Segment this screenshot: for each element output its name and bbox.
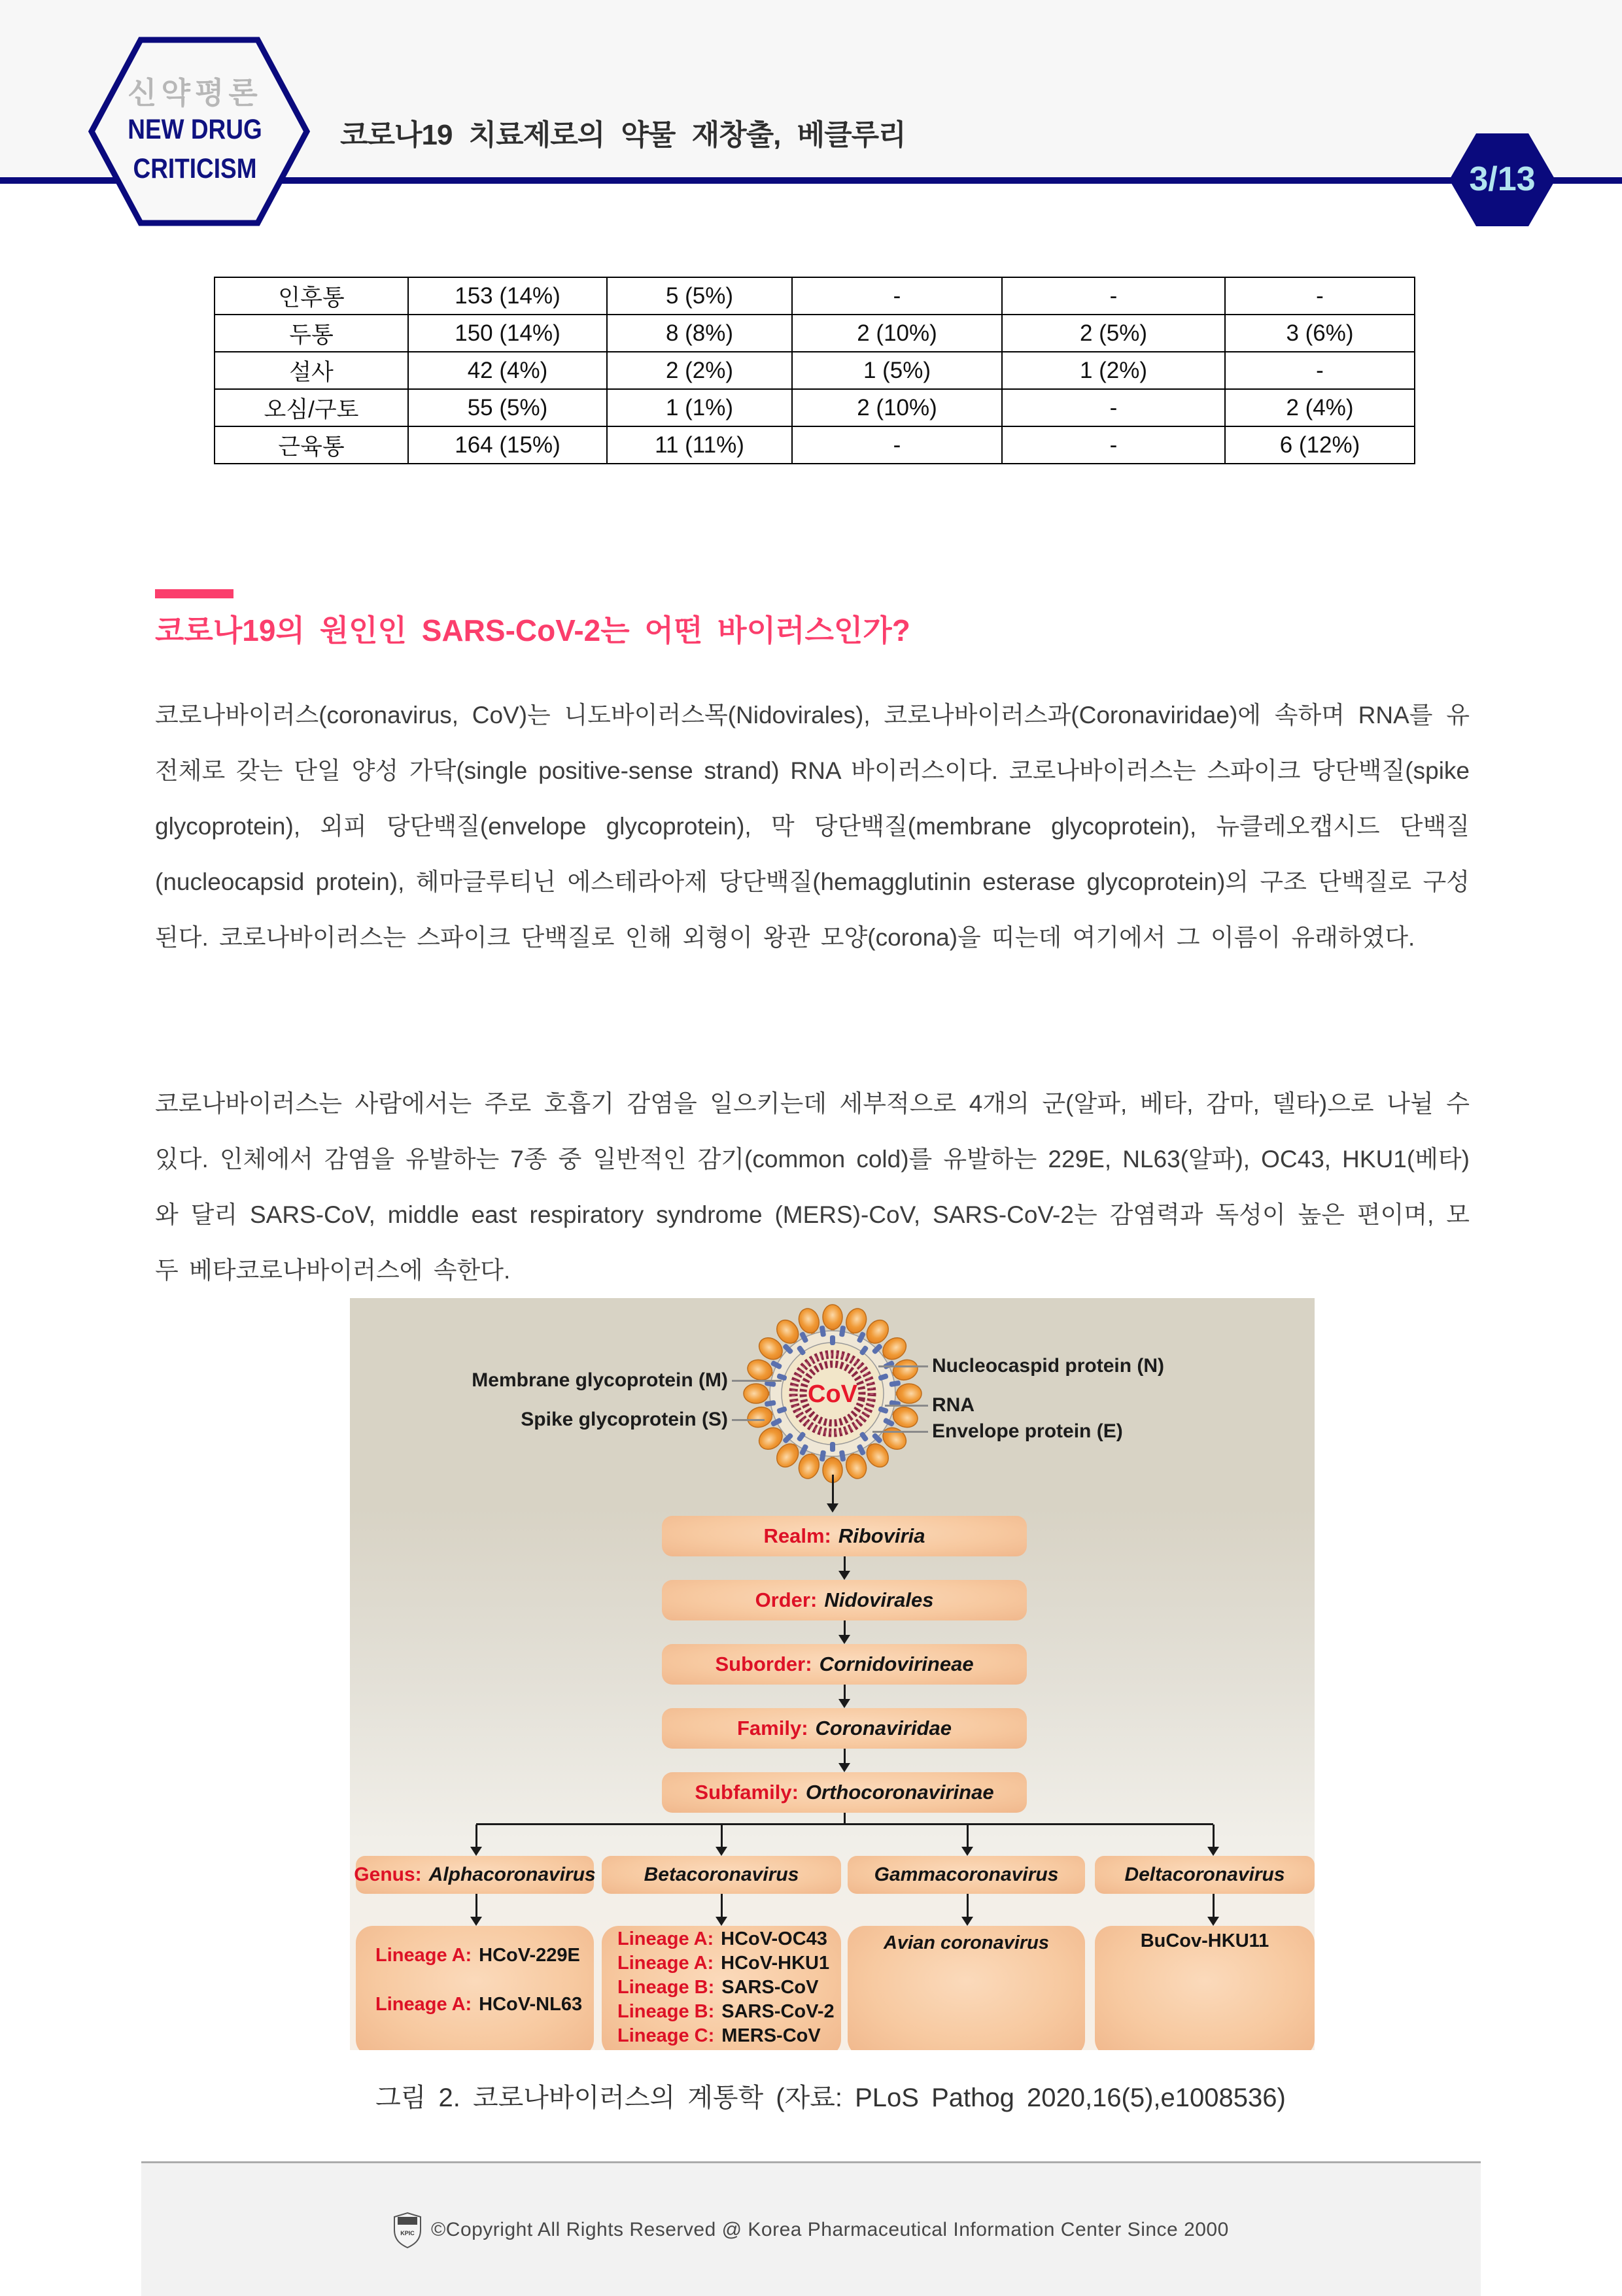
taxonomy-box-realm (662, 1516, 1027, 1556)
arrow-down-icon (961, 1894, 973, 1926)
lineage-box-delta (1095, 1926, 1315, 2050)
lineage-box-alpha (356, 1926, 594, 2050)
genus-value: Gammacoronavirus (874, 1864, 1059, 1885)
envelope-protein-label: Envelope protein (E) (932, 1420, 1123, 1442)
table-cell: 2 (2%) (608, 352, 793, 390)
taxonomy-rank-value: Riboviria (838, 1524, 925, 1547)
copyright-text: ©Copyright All Rights Reserved @ Korea Pharmaceutical Information Center Since 2000 (431, 2218, 1229, 2240)
genus-value: Deltacoronavirus (1124, 1864, 1285, 1885)
spike-connector-line (732, 1419, 765, 1421)
table-row-label: 근육통 (215, 427, 409, 463)
taxonomy-box-suborder (662, 1644, 1027, 1685)
document-title: 코로나19 치료제로의 약물 재창출, 베클루리 (340, 119, 906, 151)
rna-connector-line (885, 1405, 928, 1407)
taxonomy-rank-label: Order: (755, 1588, 818, 1611)
table-cell: 42 (4%) (409, 352, 608, 390)
table-cell: 153 (14%) (409, 278, 608, 315)
coronavirus-illustration (742, 1303, 923, 1484)
logo-english-line2: CRITICISM (133, 153, 257, 184)
table-cell: 164 (15%) (409, 427, 608, 463)
footer-band (141, 2161, 1481, 2296)
membrane-glycoprotein-label: Membrane glycoprotein (M) (472, 1369, 728, 1391)
nucleocapsid-connector-line (878, 1365, 928, 1367)
lineage-line: Lineage A: HCoV-NL63 (375, 1994, 583, 2015)
table-cell: - (1003, 278, 1226, 315)
virus-center-label: CoV (808, 1380, 857, 1408)
table-cell: - (793, 427, 1003, 463)
genus-box-alphacoronavirus (356, 1856, 594, 1894)
lineage-line: Lineage A: HCoV-229E (375, 1945, 580, 1966)
page-number: 3/13 (1469, 160, 1536, 198)
table-cell: 55 (5%) (409, 390, 608, 427)
body-paragraph-1: 코로나바이러스(coronavirus, CoV)는 니도바이러스목(Nidovirales), 코로나바이러스과(Coronaviridae)에 속하며 RNA를 유전체로 갖는 단일 양성 가닥(single positive-sense strand) RNA 바이러스이다. 코로나바이러스는 스파이크 당단백질(spike glycoprotein), 외피 당단백질(envelope glycoprotein), 막 당단백질(membrane glycoprotein), 뉴클레오캡시드 단백질(nucleocapsid protein), 헤마글루티닌 에스테라아제 당단백질(hemagglutinin esterase glycoprotein)의 구조 단백질로 구성된다. 코로나바이러스는 스파이크 단백질로 인해 외형이 왕관 모양(corona)을 띠는데 여기에서 그 이름이 유래하였다. (155, 702, 1470, 951)
adverse-event-table (214, 277, 1415, 464)
table-row-label: 인후통 (215, 278, 409, 315)
arrow-down-icon (838, 1620, 850, 1644)
arrow-down-icon (716, 1894, 727, 1926)
table-cell: 3 (6%) (1226, 315, 1414, 352)
table-cell: - (1226, 352, 1414, 390)
lineage-line: Lineage A: HCoV-HKU1 (617, 1953, 830, 1974)
table-cell: 1 (1%) (608, 390, 793, 427)
section-heading: 코로나19의 원인인 SARS-CoV-2는 어떤 바이러스인가? (155, 613, 910, 647)
lineage-line: BuCov-HKU11 (1140, 1930, 1269, 1951)
lineage-line: Lineage B: SARS-CoV-2 (617, 2001, 835, 2022)
taxonomy-box-family (662, 1708, 1027, 1749)
genus-box-betacoronavirus (602, 1856, 841, 1894)
section-accent-bar (155, 589, 233, 598)
lineage-box-beta (602, 1926, 841, 2050)
logo-korean-name: 신약평론 (128, 76, 262, 110)
rna-label: RNA (932, 1394, 975, 1416)
genus-label: Genus: (354, 1864, 422, 1885)
table-row-label: 두통 (215, 315, 409, 352)
arrow-down-icon (470, 1894, 482, 1926)
table-cell: - (793, 278, 1003, 315)
lineage-line: Lineage B: SARS-CoV (617, 1977, 819, 1998)
table-row-label: 오심/구토 (215, 390, 409, 427)
arrow-down-icon (838, 1685, 850, 1708)
taxonomy-box-order (662, 1580, 1027, 1620)
arrow-down-icon (470, 1825, 482, 1856)
lineage-box-gamma (848, 1926, 1085, 2050)
figure-caption: 그림 2. 코로나바이러스의 계통학 (자료: PLoS Pathog 2020,16(5),e1008536) (375, 2083, 1286, 2112)
table-row-label: 설사 (215, 352, 409, 390)
table-cell: - (1003, 427, 1226, 463)
taxonomy-rank-label: Suborder: (715, 1653, 812, 1675)
genus-value: Betacoronavirus (644, 1864, 799, 1885)
taxonomy-rank-value: Nidovirales (824, 1588, 934, 1611)
table-cell: - (1226, 278, 1414, 315)
table-cell: 2 (10%) (793, 390, 1003, 427)
logo-english-line1: NEW DRUG (128, 114, 262, 145)
table-cell: 6 (12%) (1279, 432, 1360, 458)
branch-horizontal-line (476, 1823, 1213, 1825)
genus-value: Alphacoronavirus (428, 1864, 596, 1885)
arrow-down-icon (838, 1556, 850, 1580)
kpic-logo-icon (393, 2212, 422, 2248)
arrow-down-icon (827, 1475, 838, 1513)
body-paragraph-2: 코로나바이러스는 사람에서는 주로 호흡기 감염을 일으키는데 세부적으로 4개의 군(알파, 베타, 감마, 델타)으로 나뉠 수 있다. 인체에서 감염을 유발하는 7종 중 일반적인 감기(common cold)를 유발하는 229E, NL63(알파), OC43, HKU1(베타)와 달리 SARS-CoV, middle east respiratory syndrome (MERS)-CoV, SARS-CoV-2는 감염력과 독성이 높은 편이며, 모두 베타코로나바이러스에 속한다. (155, 1090, 1470, 1284)
table-cell: 1 (5%) (793, 352, 1003, 390)
genus-box-gammacoronavirus (848, 1856, 1085, 1894)
taxonomy-rank-value: Orthocoronavirinae (805, 1781, 994, 1804)
table-cell: 5 (5%) (608, 278, 793, 315)
genus-box-deltacoronavirus (1095, 1856, 1315, 1894)
svg-text:KPIC: KPIC (400, 2229, 415, 2236)
envelope-connector-line (872, 1431, 928, 1433)
taxonomy-rank-label: Realm: (763, 1524, 831, 1547)
figure-coronavirus-phylogeny (350, 1298, 1315, 2050)
membrane-connector-line (732, 1380, 782, 1382)
table-cell: 2 (4%) (1226, 390, 1414, 427)
arrow-down-icon (961, 1825, 973, 1856)
table-cell: 2 (5%) (1003, 315, 1226, 352)
nucleocapsid-protein-label: Nucleocaspid protein (N) (932, 1355, 1165, 1377)
arrow-down-icon (1207, 1825, 1219, 1856)
table-cell: 150 (14%) (409, 315, 608, 352)
lineage-line: Lineage C: MERS-CoV (617, 2025, 821, 2046)
table-cell: - (1003, 390, 1226, 427)
arrow-down-icon (1207, 1894, 1219, 1926)
table-cell: 2 (10%) (793, 315, 1003, 352)
arrow-down-icon (716, 1825, 727, 1856)
table-cell: 1 (2%) (1003, 352, 1226, 390)
arrow-down-icon (838, 1749, 850, 1772)
taxonomy-rank-label: Family: (737, 1717, 808, 1739)
spike-glycoprotein-label: Spike glycoprotein (S) (521, 1409, 728, 1430)
lineage-line: Avian coronavirus (883, 1932, 1050, 1953)
taxonomy-rank-value: Coronaviridae (815, 1717, 952, 1739)
table-cell: 11 (11%) (608, 427, 793, 463)
taxonomy-rank-label: Subfamily: (695, 1781, 799, 1804)
taxonomy-rank-value: Cornidovirineae (819, 1653, 974, 1675)
table-cell: 8 (8%) (608, 315, 793, 352)
taxonomy-box-subfamily (662, 1772, 1027, 1813)
lineage-line: Lineage A: HCoV-OC43 (617, 1928, 827, 1949)
